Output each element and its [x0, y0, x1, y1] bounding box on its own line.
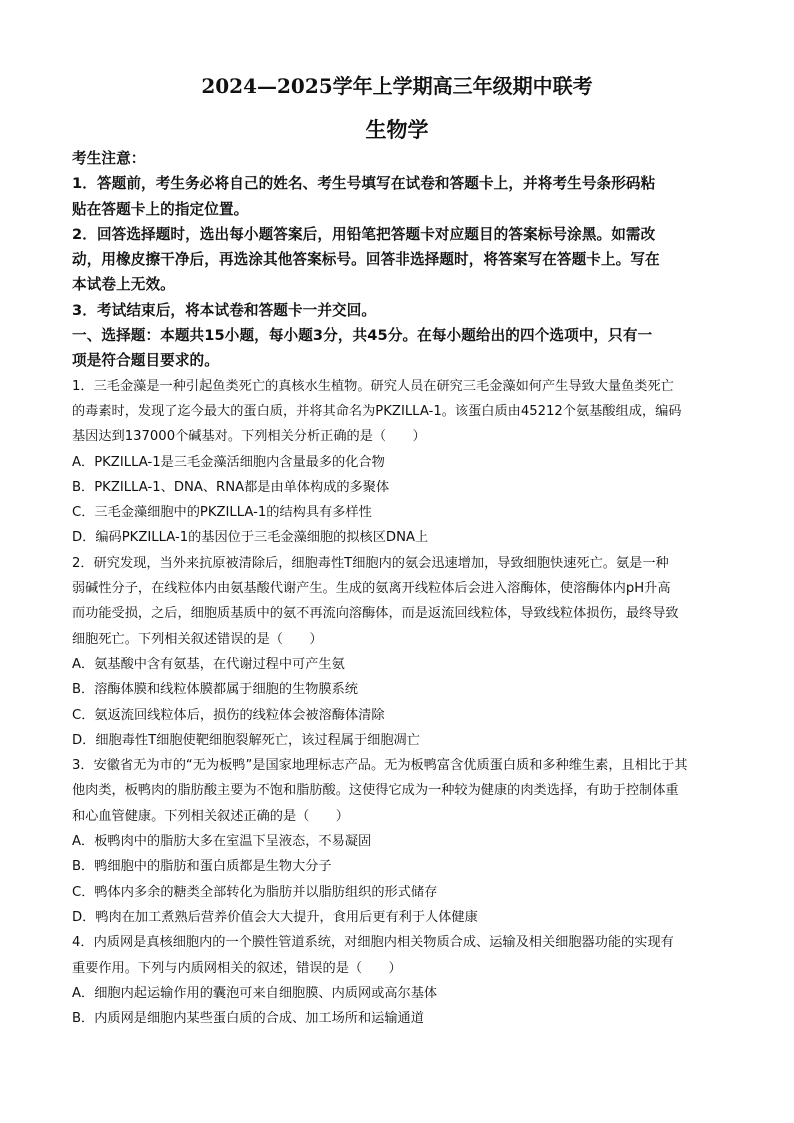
question-stem: 4．内质网是真核细胞内的一个膜性管道系统，对细胞内相关物质合成、运输及相关细胞器功能的实现有 — [72, 935, 674, 951]
option-b: B．鸭细胞中的脂肪和蛋白质都是生物大分子 — [72, 859, 332, 875]
question-3 — [72, 753, 722, 930]
question-stem: 而功能受损，之后，细胞质基质中的氨不再流向溶酶体，而是返流回线粒体，导致线粒体损伤，最终导致 — [72, 606, 679, 622]
question-stem: 1．三毛金藻是一种引起鱼类死亡的真核水生植物。研究人员在研究三毛金藻如何产生导致大量鱼类死亡 — [72, 378, 674, 394]
subject-title: 生物学 — [365, 117, 429, 142]
option-a: A．板鸭肉中的脂肪大多在室温下呈液态，不易凝固 — [72, 834, 372, 850]
notice-line: 2．回答选择题时，选出每小题答案后，用铅笔把答题卡对应题目的答案标号涂黑。如需改 — [72, 225, 656, 243]
option-b: B．PKZILLA-1、DNA、RNA都是由单体构成的多聚体 — [72, 479, 390, 495]
question-stem: 弱碱性分子，在线粒体内由氨基酸代谢产生。生成的氨离开线粒体后会进入溶酶体，使溶酶体内pH升高 — [72, 581, 671, 597]
option-c: C．三毛金藻细胞中的PKZILLA-1的结构具有多样性 — [72, 505, 372, 521]
option-a: A．细胞内起运输作用的囊泡可来自细胞膜、内质网或高尔基体 — [72, 985, 438, 1001]
question-stem: 他肉类，板鸭肉的脂肪酸主要为不饱和脂肪酸。这使得它成为一种较为健康的肉类选择，有助于控制体重 — [72, 783, 679, 799]
option-b: B．溶酶体膜和线粒体膜都属于细胞的生物膜系统 — [72, 682, 358, 698]
notice-line: 1．答题前，考生务必将自己的姓名、考生号填写在试卷和答题卡上，并将考生号条形码粘 — [72, 175, 656, 193]
question-stem: 细胞死亡。下列相关叙述错误的是（ ） — [72, 631, 323, 647]
option-d: D．鸭肉在加工煮熟后营养价值会大大提升，食用后更有利于人体健康 — [72, 909, 478, 925]
section-heading: 一、选择题：本题共15小题，每小题3分，共45分。在每小题给出的四个选项中，只有一 — [72, 327, 653, 345]
question-2 — [72, 551, 722, 753]
question-stem: 基因达到137000个碱基对。下列相关分析正确的是（ ） — [72, 429, 426, 445]
option-a: A．PKZILLA-1是三毛金藻活细胞内含量最多的化合物 — [72, 454, 385, 470]
option-c: C．鸭体内多余的糖类全部转化为脂肪并以脂肪组织的形式储存 — [72, 884, 438, 900]
option-d: D．编码PKZILLA-1的基因位于三毛金藻细胞的拟核区DNA上 — [72, 530, 429, 546]
notice-heading: 考生注意： — [72, 150, 146, 167]
option-c: C．氨返流回线粒体后，损伤的线粒体会被溶酶体清除 — [72, 707, 385, 723]
question-stem: 重要作用。下列与内质网相关的叙述，错误的是（ ） — [72, 960, 402, 976]
option-a: A．氨基酸中含有氨基，在代谢过程中可产生氨 — [72, 656, 345, 672]
exam-content — [72, 146, 722, 1031]
notice-line: 动，用橡皮擦干净后，再选涂其他答案标号。回答非选择题时，将答案写在答题卡上。写在 — [72, 251, 660, 269]
option-b: B．内质网是细胞内某些蛋白质的合成、加工场所和运输通道 — [72, 1011, 424, 1027]
notice-line: 贴在答题卡上的指定位置。 — [72, 200, 249, 218]
notice-line: 本试卷上无效。 — [72, 276, 175, 294]
exam-title: 2024—2025学年上学期高三年级期中联考 — [201, 74, 593, 98]
question-stem: 和心血管健康。下列相关叙述正确的是（ ） — [72, 808, 349, 824]
question-1 — [72, 374, 722, 551]
question-stem: 3．安徽省无为市的“无为板鸭”是国家地理标志产品。无为板鸭富含优质蛋白质和多种维生素，且相比于其 — [72, 758, 688, 774]
option-d: D．细胞毒性T细胞使靶细胞裂解死亡，该过程属于细胞凋亡 — [72, 732, 420, 748]
question-stem: 的毒素时，发现了迄今最大的蛋白质，并将其命名为PKZILLA-1。该蛋白质由45212个氨基酸组成，编码 — [72, 403, 682, 419]
section-heading: 项是符合题目要求的。 — [72, 352, 219, 370]
question-stem: 2．研究发现，当外来抗原被清除后，细胞毒性T细胞内的氨会迅速增加，导致细胞快速死亡。氨是一种 — [72, 555, 669, 571]
question-4 — [72, 930, 722, 1031]
notice-line: 3．考试结束后，将本试卷和答题卡一并交回。 — [72, 301, 377, 319]
